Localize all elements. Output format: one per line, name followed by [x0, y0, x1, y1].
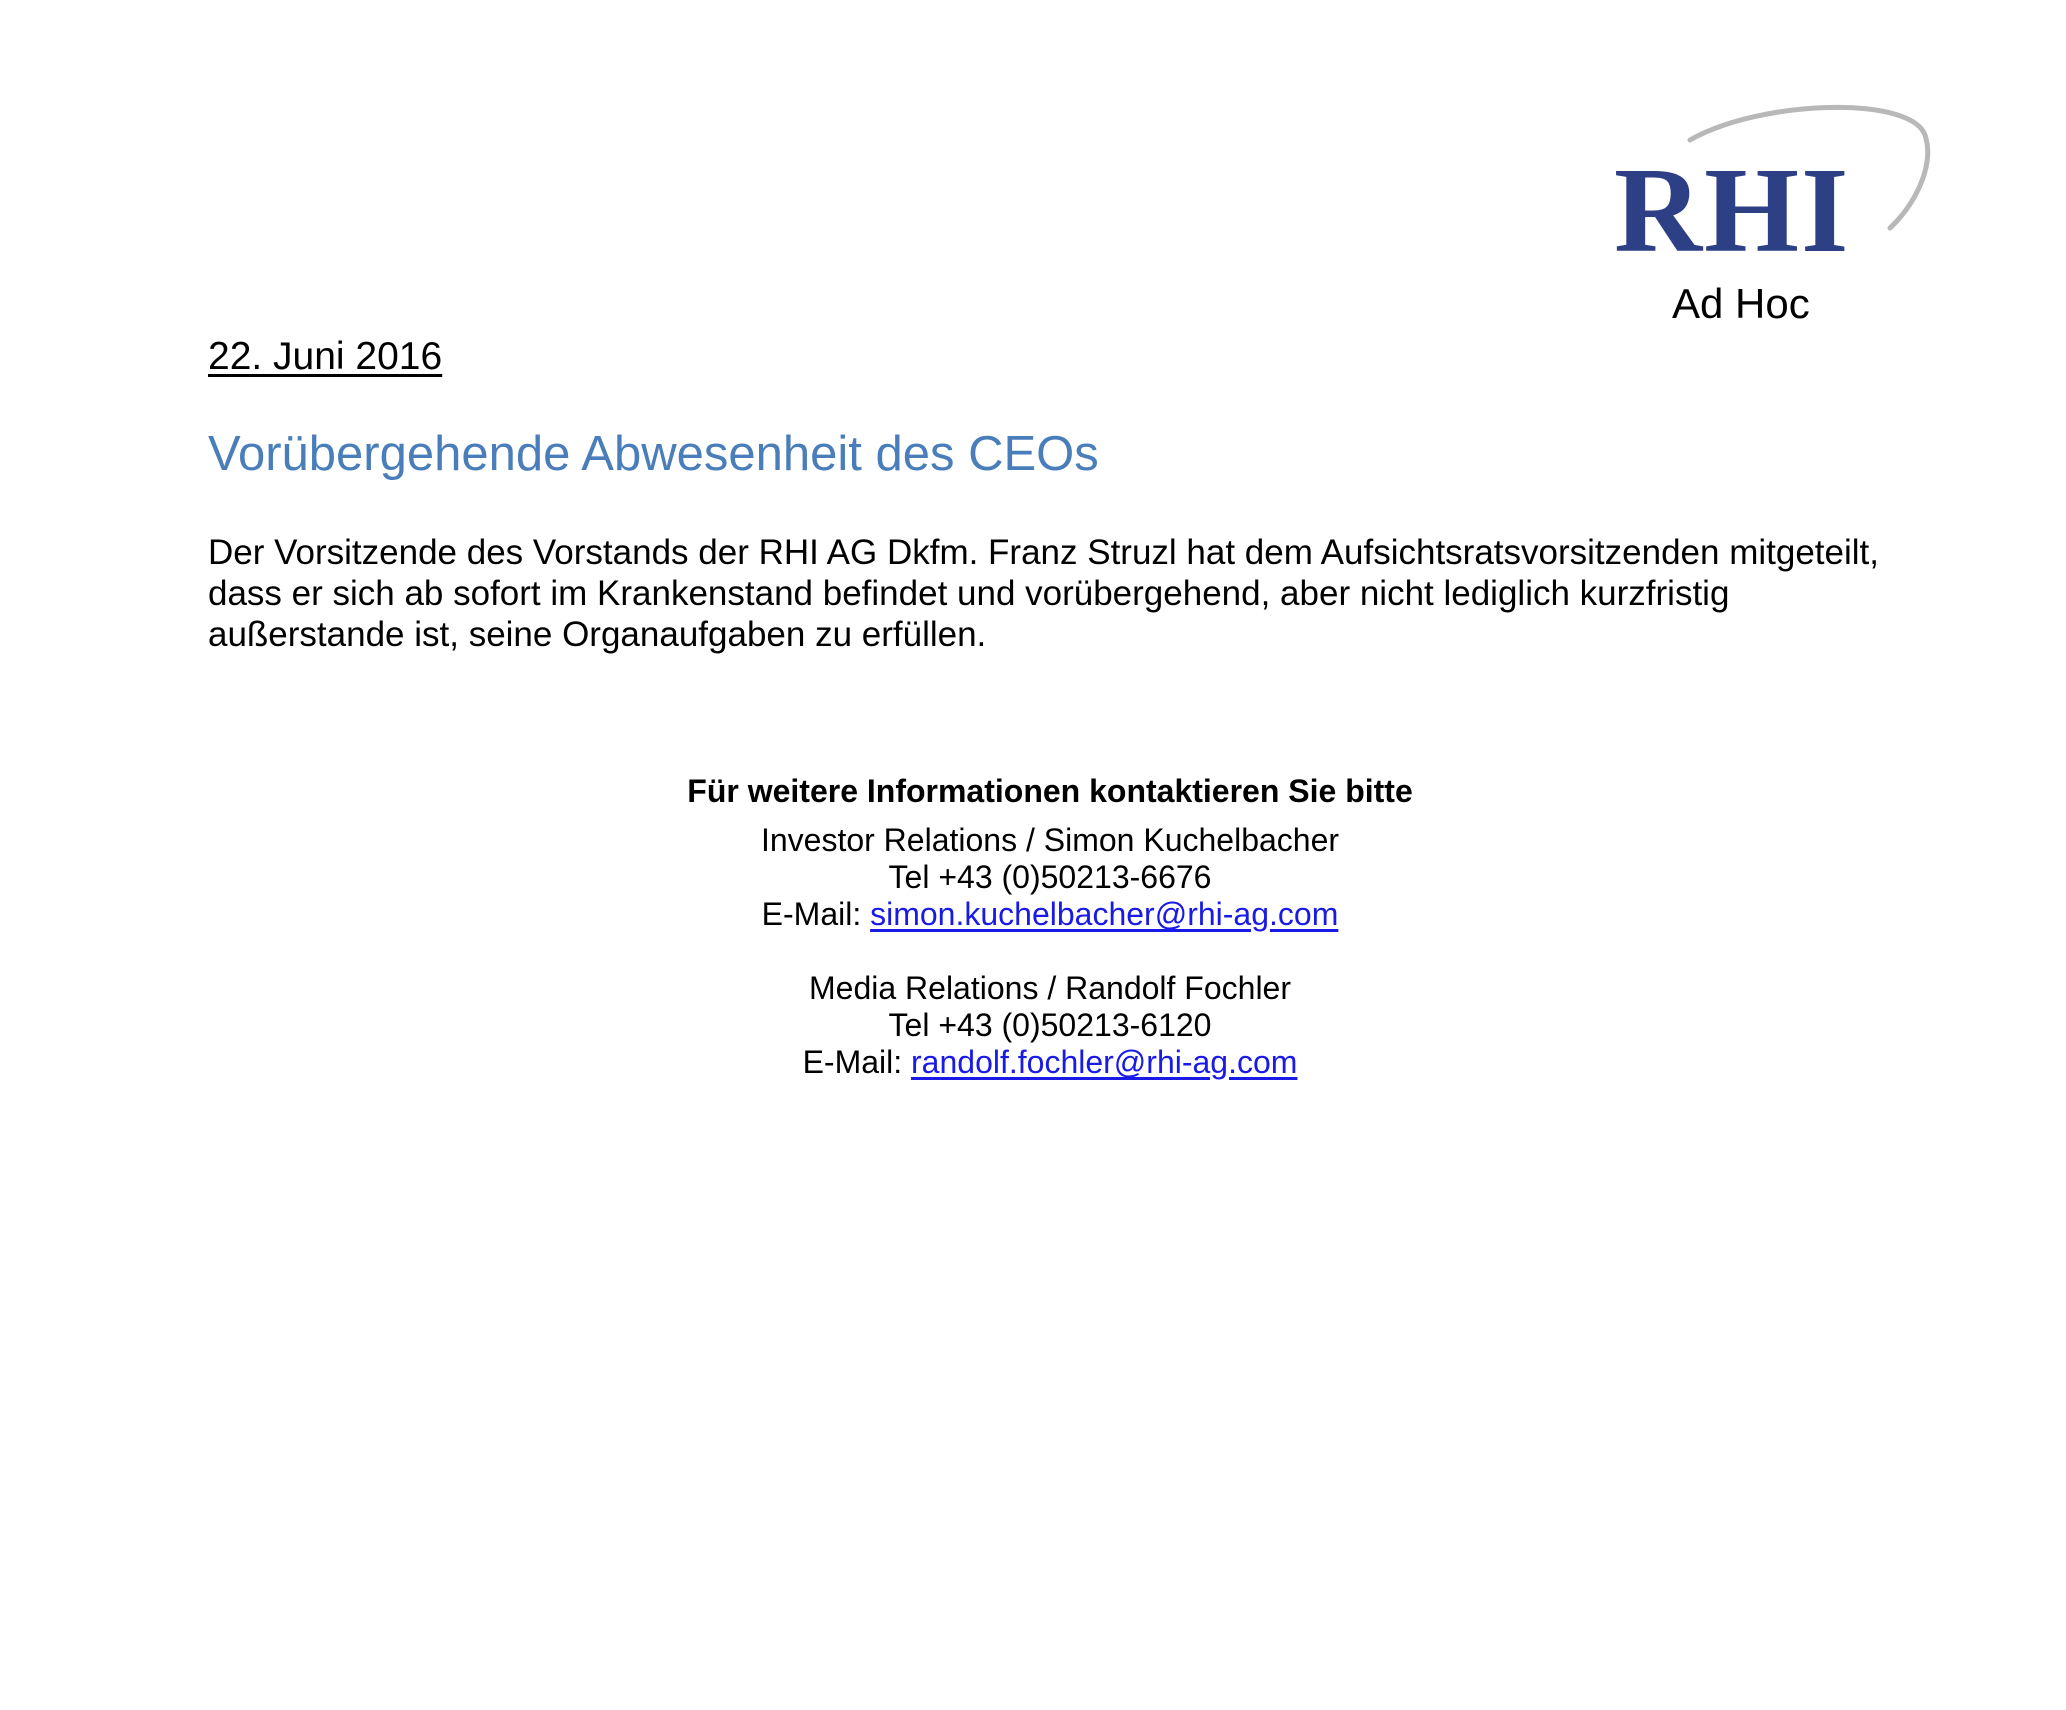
- contact-block-investor-relations: [0, 822, 2066, 933]
- rhi-logo: [1610, 100, 1940, 340]
- contact-tel: Tel +43 (0)50213-6676: [888, 859, 1212, 895]
- contact-email-link[interactable]: simon.kuchelbacher@rhi-ag.com: [870, 896, 1339, 932]
- contact-email-link[interactable]: randolf.fochler@rhi-ag.com: [911, 1044, 1298, 1080]
- contact-email-label: E-Mail:: [761, 896, 871, 932]
- page-title: Vorübergehende Abwesenheit des CEOs: [208, 427, 1099, 481]
- contact-tel: Tel +43 (0)50213-6120: [888, 1007, 1212, 1043]
- contact-heading: Für weitere Informationen kontaktieren Sie bitte: [687, 773, 1413, 809]
- release-date: 22. Juni 2016: [208, 335, 443, 378]
- logo-wordmark: RHI: [1614, 143, 1851, 278]
- contact-section: [0, 773, 2066, 1081]
- contact-role-name: Investor Relations / Simon Kuchelbacher: [760, 822, 1340, 858]
- body-text: Der Vorsitzende des Vorstands der RHI AG Dkfm. Franz Struzl hat dem Aufsichtsratsvorsitzenden mitgeteilt, dass er sich ab sofort im Krankenstand befindet und vorübergehend, aber nicht lediglich kurzfristig außerstande ist, seine Organaufgaben zu erfüllen.: [208, 533, 1879, 654]
- contact-email-line: [0, 896, 2066, 933]
- contact-role-name: Media Relations / Randolf Fochler: [808, 970, 1291, 1006]
- contact-email-line: [0, 1044, 2066, 1081]
- logo-subtitle: Ad Hoc: [1672, 280, 1810, 327]
- body-paragraph: [208, 532, 1908, 655]
- contact-email-label: E-Mail:: [802, 1044, 912, 1080]
- contact-block-media-relations: [0, 970, 2066, 1081]
